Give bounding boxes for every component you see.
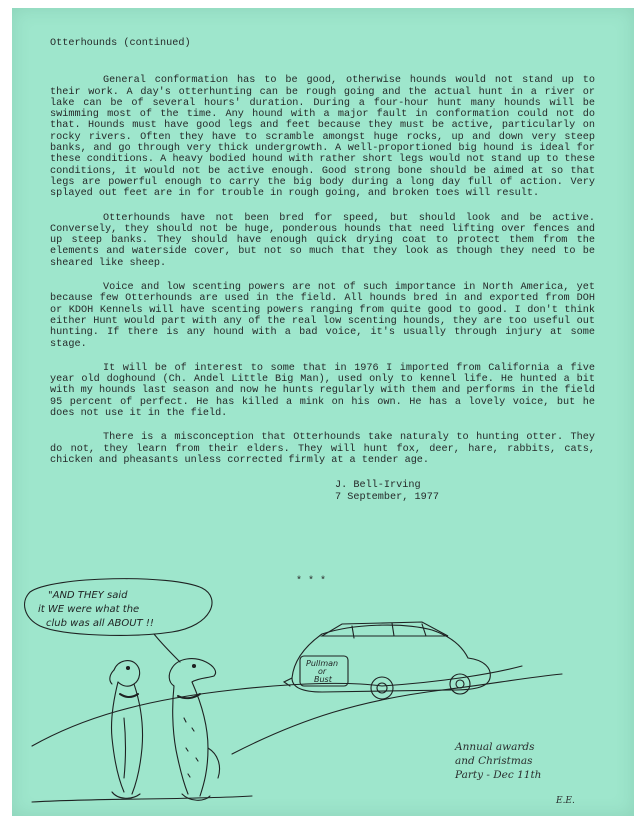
paragraph-import: It will be of interest to some that in 1976 I imported from California a five year old doghound (Ch. Andel Little Big Man), used only to kennel life. He hunted a bit with my hounds last season and now he hunts regularly with them and performs in the field 95 percent of perfect. He has killed a mink on his own. He has a lovely voice, but he does not use it in the field. [50, 362, 595, 420]
paragraph-speed: Otterhounds have not been bred for speed, but should look and be active. Conversely, they should not be huge, ponderous hounds that need lifting over fences and up steep banks. They should have enough quick drying coat to protect them from the elements and waterside cover, but not so much that they look as though they need to be sheared like sheep. [50, 212, 595, 269]
bubble-line-2: it WE were what the [38, 604, 140, 615]
paragraph-voice: Voice and low scenting powers are not of such importance in North America, yet because few Otterhounds are used in the field. All hounds bred in and exported from DOH or KDOH Kennels will have scenting powers ranging from quite good to good. I don't think either Hunt would part with any of the real low scenting hounds, they are too useful out hunting. If there is any hound with a bad voice, it's usually through injury at some stage. [50, 282, 595, 350]
paragraph-conformation: General conformation has to be good, otherwise hounds would not stand up to their work. A day's otterhunting can be rough going and the actual hunt in a river or lake can be of several hours' duration. During a four-hour hunt many hounds will be swimming most of the time. Any hound with a major fault in conformation could not do that. Hounds must have good legs and feet because they must be active, particularly on rocky rivers. Often they have to scramble amongst huge rocks, up and down very steep banks, and go through very thick undergrowth. A well-proportioned big hound is ideal for these conditions. A heavy bodied hound with rather short legs would not stand up to these conditions, it would not be active enough. Good strong bone should be aimed at so that legs are powerful enough to carry the big body during a long day full of action. Very splayed out feet are in for trouble in rough going, and broken toes will result. [50, 75, 595, 200]
bubble-line-1: "AND THEY said [48, 590, 128, 601]
signature-date: 7 September, 1977 [335, 492, 439, 504]
signature-name: J. Bell-Irving [335, 480, 421, 492]
note-line-3: Party - Dec 11th [455, 769, 542, 781]
dog-right-drawing [169, 659, 219, 801]
letter-body [50, 38, 595, 504]
dog-left-drawing [110, 661, 143, 799]
paragraph-misconception: There is a misconception that Otterhounds take naturaly to hunting otter. They do not, they learn from their elders. They will hunt fox, deer, hare, rabbits, cats, chicken and pheasants unless corrected firmly at a tender age. [50, 432, 595, 466]
handwritten-note [455, 740, 541, 782]
section-divider: * * * [296, 576, 327, 587]
artist-initials: E.E. [556, 796, 575, 806]
note-line-1: Annual awards [455, 741, 535, 753]
car-sign-line-1: Pullman [306, 659, 339, 668]
bubble-line-3: club was all ABOUT !! [46, 618, 154, 629]
note-line-2: and Christmas [455, 755, 533, 767]
page-heading: Otterhounds (continued) [50, 38, 191, 49]
car-sign-line-3: Bust [314, 675, 332, 684]
signature-block [335, 480, 595, 504]
car-sign-line-2: or [318, 667, 327, 676]
